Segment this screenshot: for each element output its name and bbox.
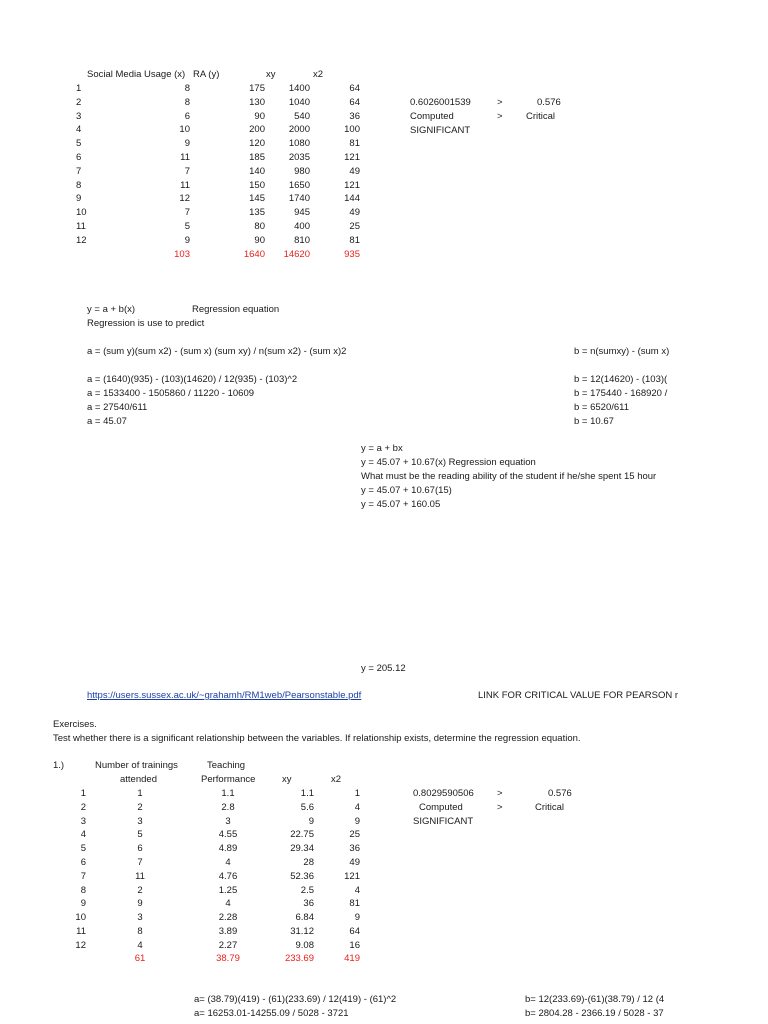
cell-xy: 29.34	[290, 843, 314, 855]
row-number: 6	[76, 152, 82, 163]
row-number: 9	[76, 193, 82, 205]
cell-y: 1.25	[218, 884, 238, 896]
exercise-item-number: 1.)	[53, 760, 65, 771]
cell-xy: 810	[294, 234, 310, 246]
row-number: 3	[76, 110, 82, 122]
cell-x: 1	[137, 788, 143, 799]
cell-x: 5	[137, 829, 143, 841]
cell-x: 7	[184, 165, 190, 177]
cell-xy: 400	[294, 221, 310, 232]
cell-xy: 28	[303, 857, 314, 868]
cell-y: 4	[225, 857, 231, 868]
exercises-title: Exercises.	[53, 719, 97, 730]
cell-xy: 31.12	[290, 926, 314, 937]
row-number: 2	[80, 801, 86, 813]
cell-x: 8	[184, 83, 190, 94]
table1-header-y: RA (y)	[193, 69, 220, 80]
cell-y: 4.76	[218, 870, 238, 882]
cell-x2: 81	[349, 898, 360, 910]
cell-x: 3	[137, 815, 143, 827]
cell-x: 8	[137, 926, 143, 937]
regression-model-label: Regression equation	[192, 304, 280, 315]
cell-y: 80	[254, 221, 265, 232]
cell-x2: 64	[349, 926, 360, 937]
cell-x2: 81	[349, 138, 360, 150]
row-number: 6	[80, 857, 86, 868]
cell-x2: 16	[349, 939, 360, 951]
row-number: 11	[76, 926, 86, 937]
cell-xy: 1080	[288, 138, 310, 150]
cell-xy: 945	[294, 207, 310, 219]
pearson-table-link[interactable]: https://users.sussex.ac.uk/~grahamh/RM1web/Pearsonstable.pdf	[87, 690, 362, 701]
cell-y: 185	[249, 152, 265, 163]
table2-header-x2: x2	[331, 774, 342, 785]
table1-total-y: 1640	[243, 249, 265, 260]
cell-x2: 36	[349, 110, 360, 122]
row-number: 7	[80, 870, 86, 882]
cell-x2: 49	[349, 165, 360, 177]
cell-xy: 1040	[288, 96, 310, 108]
prediction-line: What must be the reading ability of the student if he/she spent 15 hour	[361, 471, 657, 482]
cell-x: 9	[137, 898, 143, 910]
cell-y: 175	[249, 83, 265, 94]
row-number: 12	[75, 939, 86, 951]
a-formula: a = (sum y)(sum x2) - (sum x) (sum xy) / n(sum x2) - (sum x)2	[87, 346, 347, 357]
cell-xy: 36	[303, 898, 314, 910]
cell-x2: 100	[344, 124, 360, 136]
table2-total-x2: 419	[344, 953, 360, 964]
cell-xy: 540	[294, 110, 310, 122]
cell-x: 2	[137, 801, 143, 813]
greater-than-sign: >	[497, 111, 503, 122]
cell-y: 3.89	[218, 926, 238, 937]
row-number: 9	[80, 898, 86, 910]
b-formula: b = n(sumxy) - (sum x)	[574, 346, 670, 357]
table2-header-x-line1: Number of trainings	[95, 760, 178, 771]
cell-y: 4	[225, 898, 231, 910]
cell-x: 11	[135, 870, 145, 882]
cell-y: 90	[254, 110, 265, 122]
cell-xy: 9.08	[295, 939, 314, 951]
row-number: 10	[76, 207, 87, 219]
a-step: a = (1640)(935) - (103)(14620) / 12(935) - (103)^2	[87, 374, 298, 385]
greater-than-sign: >	[497, 802, 503, 813]
cell-x: 10	[179, 124, 190, 136]
prediction-result: y = 205.12	[361, 663, 406, 674]
cell-y: 145	[249, 193, 265, 205]
critical-label: Critical	[535, 802, 565, 813]
cell-y: 135	[249, 207, 265, 219]
cell-x2: 9	[354, 815, 360, 827]
critical-label: Critical	[526, 111, 556, 122]
critical-value: 0.576	[548, 788, 572, 799]
row-number: 1	[80, 788, 86, 799]
cell-y: 140	[249, 165, 265, 177]
exercise-b-step-2: b= 2804.28 - 2366.19 / 5028 - 37	[525, 1008, 664, 1019]
cell-x2: 64	[349, 83, 360, 94]
cell-xy: 980	[294, 165, 310, 177]
cell-x: 11	[180, 179, 190, 191]
a-step: a = 1533400 - 1505860 / 11220 - 10609	[87, 388, 255, 399]
cell-xy: 2.5	[300, 884, 314, 896]
row-number: 4	[80, 829, 86, 841]
a-step: a = 45.07	[87, 416, 127, 427]
cell-x2: 9	[354, 912, 360, 924]
pearson-r-value: 0.8029590506	[413, 788, 474, 799]
cell-xy: 2000	[288, 124, 310, 136]
row-number: 2	[76, 96, 82, 108]
cell-x2: 49	[349, 857, 360, 868]
cell-xy: 1740	[288, 193, 310, 205]
cell-x: 12	[179, 193, 190, 205]
table2-header-y-line1: Teaching	[207, 760, 246, 771]
significance-verdict: SIGNIFICANT	[413, 816, 474, 827]
greater-than-sign: >	[497, 97, 503, 108]
prediction-line: y = 45.07 + 160.05	[361, 499, 441, 510]
cell-x2: 121	[344, 179, 360, 191]
table1-total-x: 103	[174, 249, 190, 260]
cell-x: 7	[137, 857, 143, 868]
cell-y: 1.1	[221, 788, 235, 799]
cell-xy: 9	[308, 815, 314, 827]
cell-x: 4	[137, 939, 143, 951]
cell-x2: 4	[354, 801, 360, 813]
row-number: 4	[76, 124, 82, 136]
cell-y: 130	[249, 96, 265, 108]
cell-xy: 1.1	[300, 788, 314, 799]
cell-x2: 4	[354, 884, 360, 896]
row-number: 8	[80, 884, 86, 896]
cell-y: 3	[225, 815, 231, 827]
cell-y: 150	[249, 179, 265, 191]
cell-xy: 2035	[288, 152, 310, 163]
cell-xy: 5.6	[300, 801, 314, 813]
computed-label: Computed	[419, 802, 463, 813]
row-number: 5	[76, 138, 82, 150]
regression-model: y = a + b(x)	[87, 304, 136, 315]
cell-x2: 121	[344, 152, 360, 163]
cell-y: 4.55	[218, 829, 238, 841]
row-number: 1	[76, 83, 82, 94]
row-number: 11	[76, 221, 86, 232]
cell-x2: 64	[349, 96, 360, 108]
computed-label: Computed	[410, 111, 454, 122]
regression-purpose: Regression is use to predict	[87, 318, 205, 329]
cell-xy: 22.75	[290, 829, 314, 841]
cell-x2: 36	[349, 843, 360, 855]
table2-total-x: 61	[134, 953, 146, 964]
table1-header-x: Social Media Usage (x)	[87, 69, 186, 80]
cell-x2: 49	[349, 207, 360, 219]
table2-header-xy: xy	[282, 774, 292, 785]
significance-verdict: SIGNIFICANT	[410, 125, 471, 136]
table2-total-y: 38.79	[216, 953, 240, 964]
row-number: 7	[76, 165, 82, 177]
cell-y: 90	[254, 234, 265, 246]
b-step: b = 12(14620) - (103)(	[574, 374, 668, 385]
exercises-instruction: Test whether there is a significant relationship between the variables. If relationship exists, determine the regression equation.	[53, 733, 581, 744]
exercise-a-step-1: a= (38.79)(419) - (61)(233.69) / 12(419) - (61)^2	[194, 994, 397, 1005]
b-step: b = 6520/611	[574, 402, 630, 413]
cell-y: 2.27	[218, 939, 238, 951]
table2-header-x-line2: attended	[120, 774, 157, 785]
cell-y: 2.28	[218, 912, 238, 924]
cell-x2: 25	[349, 829, 360, 841]
cell-x2: 81	[349, 234, 360, 246]
cell-y: 2.8	[221, 801, 235, 813]
cell-x: 9	[184, 138, 190, 150]
row-number: 10	[75, 912, 86, 924]
cell-xy: 1650	[288, 179, 310, 191]
cell-x: 2	[137, 884, 143, 896]
table2-header-y-line2: Performance	[201, 774, 256, 785]
cell-x: 9	[184, 234, 190, 246]
prediction-line: y = a + bx	[361, 443, 403, 454]
critical-value-link-label: LINK FOR CRITICAL VALUE FOR PEARSON r	[478, 690, 679, 701]
cell-x2: 121	[344, 870, 360, 882]
cell-x2: 25	[349, 221, 360, 232]
cell-x: 11	[180, 152, 190, 163]
cell-y: 200	[249, 124, 265, 136]
pearson-r-value: 0.6026001539	[410, 97, 471, 108]
cell-x: 3	[137, 912, 143, 924]
row-number: 3	[80, 815, 86, 827]
exercise-b-step-1: b= 12(233.69)-(61)(38.79) / 12 (4	[525, 994, 665, 1005]
cell-x: 7	[184, 207, 190, 219]
b-step: b = 10.67	[574, 416, 614, 427]
table1-header-x2: x2	[313, 69, 324, 80]
exercise-a-step-2: a= 16253.01-14255.09 / 5028 - 3721	[194, 1008, 349, 1019]
table2-total-xy: 233.69	[284, 953, 314, 964]
greater-than-sign: >	[497, 788, 503, 799]
row-number: 5	[80, 843, 86, 855]
cell-x: 5	[184, 221, 190, 232]
cell-y: 4.89	[218, 843, 238, 855]
cell-xy: 6.84	[295, 912, 314, 924]
cell-x2: 144	[344, 193, 360, 205]
cell-y: 120	[249, 138, 265, 150]
table1-total-x2: 935	[344, 249, 360, 260]
cell-x: 8	[184, 96, 190, 108]
row-number: 8	[76, 179, 82, 191]
cell-x2: 1	[354, 788, 360, 799]
table1-total-xy: 14620	[283, 249, 310, 260]
prediction-line: y = 45.07 + 10.67(15)	[361, 485, 452, 496]
b-step: b = 175440 - 168920 /	[574, 388, 668, 399]
row-number: 12	[76, 234, 87, 246]
cell-xy: 52.36	[290, 870, 314, 882]
a-step: a = 27540/611	[87, 402, 148, 413]
cell-xy: 1400	[288, 83, 310, 94]
cell-x: 6	[184, 110, 190, 122]
critical-value: 0.576	[537, 97, 561, 108]
cell-x: 6	[137, 843, 143, 855]
table1-header-xy: xy	[266, 69, 276, 80]
prediction-line: y = 45.07 + 10.67(x) Regression equation	[361, 457, 536, 468]
